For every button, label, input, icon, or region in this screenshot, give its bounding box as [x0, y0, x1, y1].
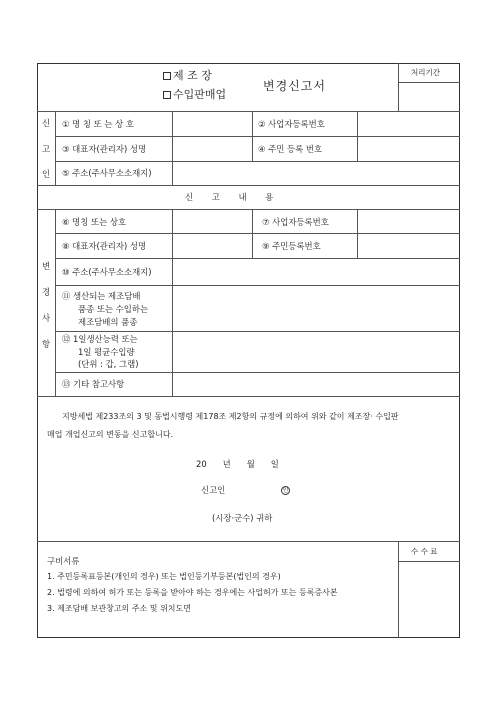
field-new-rep-name-label: ⑧ 대표자(관리자) 성명 — [62, 241, 147, 251]
field-new-name-label: ⑥ 명칭 또는 상호 — [62, 217, 127, 227]
row-line — [55, 136, 460, 137]
documents-title: 구비서류 — [47, 556, 80, 566]
field-product-type-label-3: 제조담배의 품종 — [78, 317, 138, 327]
declaration-line-1: 지방세법 제233조의 3 및 동법시행령 제178조 제2항의 규정에 의하여 위와 같이 제조장· 수입판 — [62, 412, 399, 421]
field-new-biz-reg-label: ⑦ 사업자등록번호 — [262, 217, 329, 227]
reporter-side-divider — [55, 111, 56, 185]
content-header-line — [37, 209, 460, 210]
row-line — [55, 372, 460, 373]
declaration-line-2: 매업 개업신고의 변동을 신고합니다. — [47, 430, 174, 439]
changes-side-label-2: 경 — [42, 287, 51, 297]
seal-mark — [281, 485, 290, 495]
report-content-header: 신 고 내 용 — [185, 192, 275, 202]
fee-divider — [398, 541, 399, 638]
label-divider — [172, 209, 173, 396]
document-item-3: 3. 제조담배 보관창고의 주소 및 위치도면 — [47, 604, 191, 613]
form-title: 변경신고서 — [263, 79, 326, 93]
reporter-side-label-3: 인 — [42, 169, 51, 179]
document-item-2: 2. 법령에 의하여 허가 또는 등록을 받아야 하는 경우에는 사업허가 또는 등록증사본 — [47, 588, 338, 597]
processing-period-label: 처리기간 — [411, 68, 440, 77]
checkbox-icon[interactable] — [163, 72, 171, 80]
row-line — [55, 258, 460, 259]
field-capacity-label-1: ⑫ 1일생산능력 또는 — [62, 334, 138, 344]
mid-divider — [252, 111, 253, 161]
field-capacity-label-2: 1일 평균수입량 — [78, 347, 135, 357]
value-divider — [357, 209, 358, 258]
row-line — [55, 161, 460, 162]
row-line — [37, 185, 460, 186]
label-divider — [172, 111, 173, 185]
recipient-label: (시장·군수) 귀하 — [212, 513, 273, 523]
row-line — [55, 285, 460, 286]
changes-side-label-4: 항 — [42, 339, 51, 349]
value-divider — [357, 111, 358, 161]
declaration-date: 20 년 월 일 — [196, 459, 279, 469]
fee-label-line — [398, 561, 460, 562]
documents-top-line — [37, 541, 460, 542]
reporter-side-label-2: 고 — [42, 144, 51, 154]
document-item-1: 1. 주민등록표등본(개인의 경우) 또는 법인등기부등본(법인의 경우) — [47, 572, 281, 581]
type-option-manufacturing[interactable]: 제 조 장 — [163, 70, 212, 81]
field-other-notes-label: ⑬ 기타 참고사항 — [62, 379, 125, 389]
field-rep-name-label: ③ 대표자(관리자) 성명 — [62, 144, 147, 154]
seal-icon: 인 — [282, 487, 289, 494]
header-bottom-line — [37, 111, 460, 112]
field-new-resident-no-label: ⑨ 주민등록번호 — [262, 241, 321, 251]
field-name-label: ① 명 칭 또 는 상 호 — [62, 119, 135, 129]
mid-divider — [252, 209, 253, 258]
field-capacity-label-3: (단위 : 갑, 그램) — [78, 359, 139, 369]
field-resident-no-label: ④ 주민 등록 번호 — [258, 144, 323, 154]
row-line — [55, 233, 460, 234]
reporter-side-label-1: 신 — [42, 118, 51, 128]
field-address-label: ⑤ 주소(주사무소소재지) — [62, 168, 152, 178]
field-product-type-label-1: ⑪ 생산되는 제조담배 — [62, 291, 141, 301]
changes-side-divider — [55, 209, 56, 396]
processing-divider — [398, 82, 460, 83]
changes-side-label-3: 사 — [42, 313, 51, 323]
signer-label: 신고인 — [201, 485, 226, 495]
row-line — [37, 396, 460, 397]
field-product-type-label-2: 품종 또는 수입하는 — [78, 304, 149, 314]
field-new-address-label: ⑩ 주소(주사무소소재지) — [62, 267, 152, 277]
field-biz-reg-label: ② 사업자등록번호 — [258, 119, 325, 129]
changes-side-label-1: 변 — [42, 261, 51, 271]
type-option-import[interactable]: 수입판매업 — [163, 89, 226, 100]
header-divider — [398, 63, 399, 111]
fee-label: 수 수 료 — [411, 547, 438, 556]
checkbox-icon[interactable] — [163, 91, 171, 99]
row-line — [55, 331, 460, 332]
